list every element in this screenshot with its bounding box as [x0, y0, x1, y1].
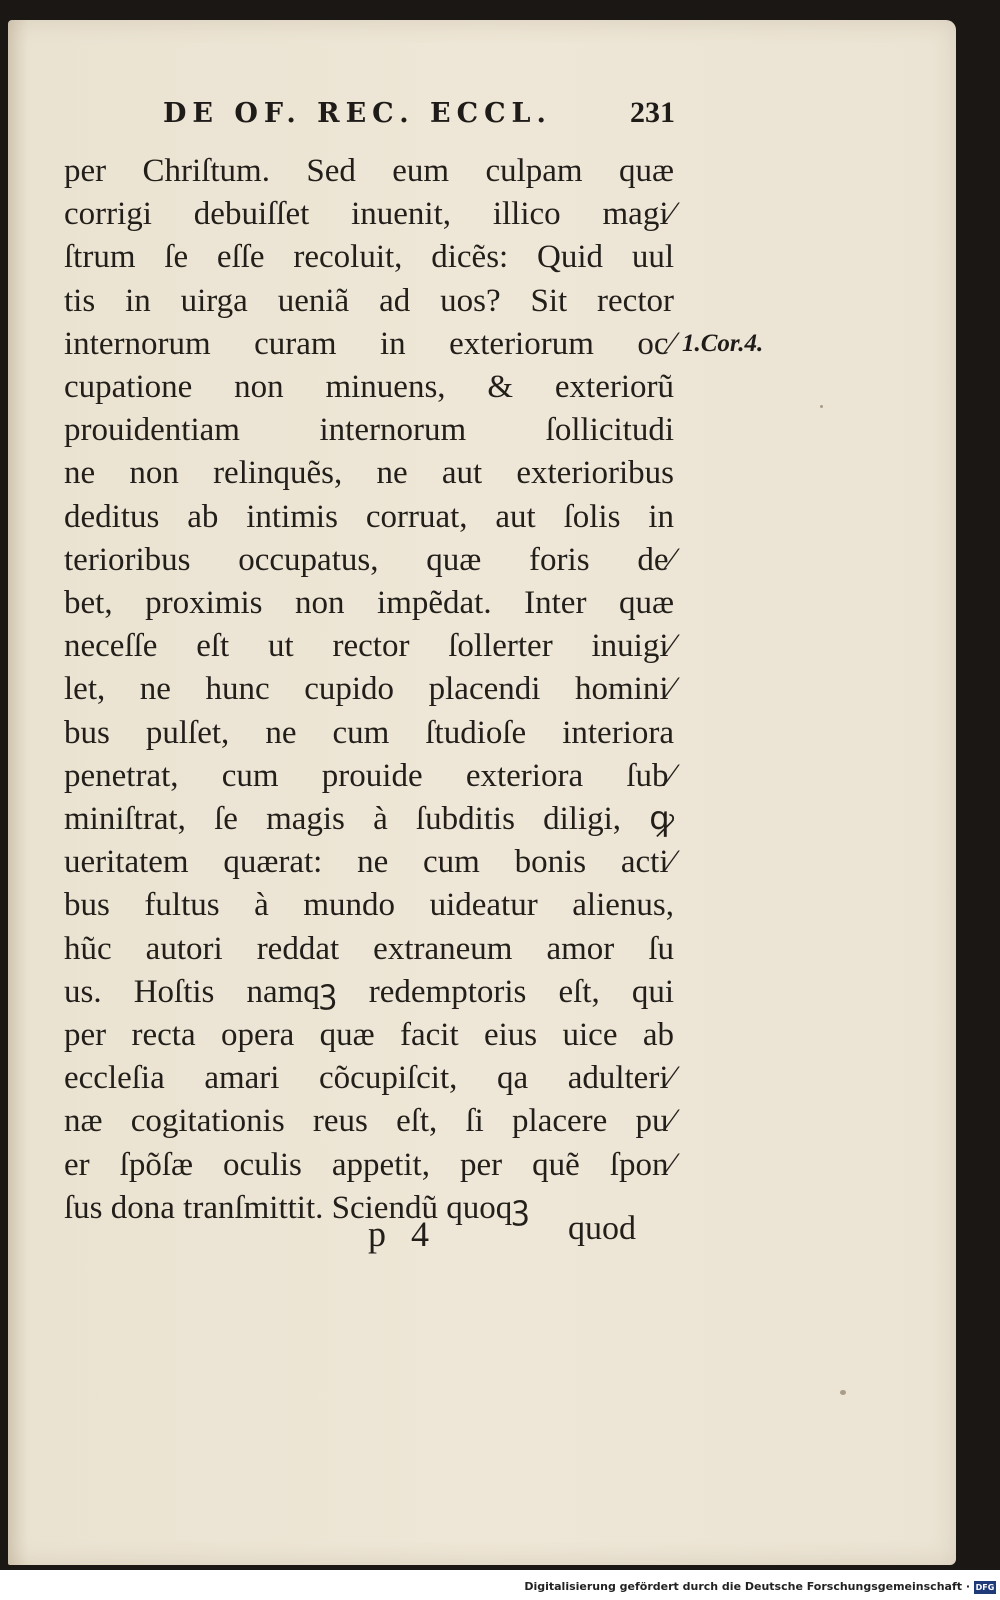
text-line: miniſtrat, ſe magis à ſubditis diligi, ꝙ	[64, 801, 674, 838]
text-line: tis in uirga ueniã ad uos? Sit rector	[64, 282, 674, 319]
text-line: eccleſia amari cõcupiſcit, qa adulteri⁄	[64, 1060, 674, 1097]
text-line: hũc autori reddat extraneum amor ſu	[64, 930, 674, 967]
running-title: DE OF. REC. ECCL.	[163, 98, 552, 129]
text-line: neceſſe eſt ut rector ſollerter inuigi⁄	[64, 628, 674, 665]
paper-speck	[820, 405, 823, 408]
footer-bar	[0, 1570, 1000, 1600]
text-line: ſtrum ſe eſſe recoluit, dicẽs: Quid uul	[64, 239, 674, 276]
text-line: terioribus occupatus, quæ foris de⁄	[64, 541, 674, 578]
text-line: næ cogitationis reus eſt, ſi placere pu⁄	[64, 1103, 674, 1140]
text-line: bus pulſet, ne cum ſtudioſe interiora	[64, 714, 674, 751]
text-line: internorum curam in exteriorum oc⁄	[64, 325, 674, 362]
folio-number: 231	[630, 96, 675, 129]
text-line: prouidentiam internorum ſollicitudi	[64, 412, 674, 449]
text-line: er ſpõſæ oculis appetit, per quẽ ſpon⁄	[64, 1146, 674, 1183]
signature-mark: p 4	[368, 1214, 437, 1254]
text-line: bet, proximis non impẽdat. Inter quæ	[64, 585, 674, 622]
text-line: corrigi debuiſſet inuenit, illico magi⁄	[64, 196, 674, 233]
credit-text: Digitalisierung gefördert durch die Deutsche Forschungsgemeinschaft ·	[524, 1580, 970, 1593]
catchword: quod	[568, 1210, 636, 1247]
body-text	[64, 150, 674, 1230]
text-line: ueritatem quærat: ne cum bonis acti⁄	[64, 844, 674, 881]
text-line: per recta opera quæ facit eius uice ab	[64, 1017, 674, 1054]
dfg-logo-icon: DFG	[975, 1583, 995, 1592]
text-line: ne non relinquẽs, ne aut exterioribus	[64, 455, 674, 492]
marginal-note: 1.Cor.4.	[682, 330, 764, 357]
text-line: let, ne hunc cupido placendi homini⁄	[64, 671, 674, 708]
text-line: cupatione non minuens, & exteriorũ	[64, 369, 674, 406]
text-line: per Chriſtum. Sed eum culpam quæ	[64, 153, 674, 189]
text-line: ſus dona tranſmittit. Sciendũ quoqꝫ	[64, 1189, 530, 1226]
paper-speck	[840, 1390, 846, 1395]
text-line: bus fultus à mundo uideatur alienus,	[64, 887, 674, 924]
text-line: deditus ab intimis corruat, aut ſolis in	[64, 498, 674, 535]
text-line: us. Hoſtis namqꝫ redemptoris eſt, qui	[64, 973, 674, 1010]
text-line: penetrat, cum prouide exteriora ſub⁄	[64, 757, 674, 794]
